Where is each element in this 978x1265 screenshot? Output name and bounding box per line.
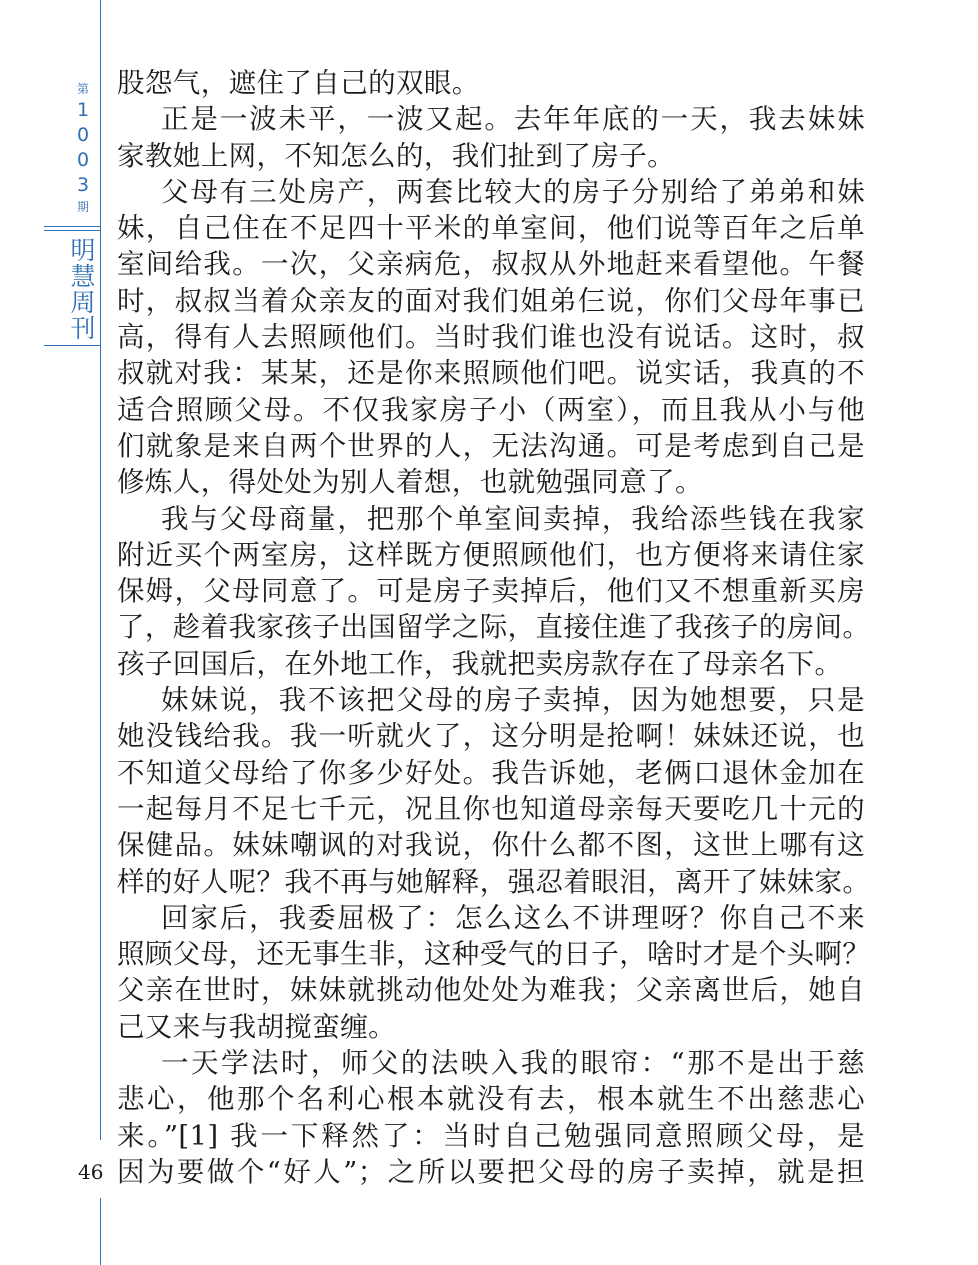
text-line: 们就象是来自两个世界的人，无法沟通。可是考虑到自己是: [117, 429, 865, 462]
text-line: 妹，自己住在不足四十平米的单室间，他们说等百年之后单: [117, 212, 865, 245]
text-line: 保姆，父母同意了。可是房子卖掉后，他们又不想重新买房: [117, 575, 865, 608]
sidebar-divider-top: [44, 226, 100, 227]
magazine-title: [66, 238, 100, 342]
text-line: 高，得有人去照顾他们。当时我们谁也没有说话。这时，叔: [117, 321, 865, 354]
sidebar-vertical-rule-bottom: [100, 1198, 101, 1265]
issue-prefix: 第: [76, 82, 89, 96]
sidebar-divider-top-second: [44, 230, 100, 231]
text-line: 她没钱给我。我一听就火了，这分明是抢啊！妹妹还说，也: [117, 720, 865, 753]
text-line: 父母有三处房产，两套比较大的房子分别给了弟弟和妹: [161, 175, 865, 208]
text-line: 修炼人，得处处为别人着想，也就勉强同意了。: [117, 466, 703, 499]
text-line: 家教她上网，不知怎么的，我们扯到了房子。: [117, 139, 675, 172]
sidebar-divider-bottom: [44, 345, 100, 346]
text-line: 来。”[1] 我一下释然了：当时自己勉强同意照顾父母，是: [117, 1119, 865, 1152]
text-line: 样的好人呢？我不再与她解释，强忍着眼泪，离开了妹妹家。: [117, 865, 871, 898]
issue-label: [66, 80, 100, 216]
issue-digit: 1: [76, 99, 90, 121]
issue-digit: 0: [76, 149, 90, 171]
text-line: 一起每月不足七千元，况且你也知道母亲每天要吃几十元的: [117, 792, 865, 825]
text-line: 父亲在世时，妹妹就挑动他处处为难我；父亲离世后，她自: [117, 974, 865, 1007]
text-line: 股怨气，遮住了自己的双眼。: [117, 67, 480, 99]
text-line: 叔就对我：某某，还是你来照顾他们吧。说实话，我真的不: [117, 357, 865, 390]
text-line: 时，叔叔当着众亲友的面对我们姐弟仨说，你们父母年事已: [117, 284, 865, 317]
text-line: 室间给我。一次，父亲病危，叔叔从外地赶来看望他。午餐: [117, 248, 865, 281]
page-number: 46: [78, 1160, 104, 1184]
issue-digit: 3: [76, 174, 90, 196]
text-line: 我与父母商量，把那个单室间卖掉，我给添些钱在我家: [161, 502, 865, 535]
text-line: 了，趁着我家孩子出国留学之际，直接住進了我孩子的房间。: [117, 611, 871, 644]
magazine-title-char: 慧: [70, 262, 96, 291]
text-line: 不知道父母给了你多少好处。我告诉她，老俩口退休金加在: [117, 756, 865, 789]
text-line: 一天学法时，师父的法映入我的眼帘：“那不是出于慈: [161, 1047, 865, 1080]
text-line: 孩子回国后，在外地工作，我就把卖房款存在了母亲名下。: [117, 647, 843, 680]
issue-suffix: 期: [76, 200, 89, 214]
text-line: 保健品。妹妹嘲讽的对我说，你什么都不图，这世上哪有这: [117, 829, 865, 862]
magazine-title-char: 刊: [70, 314, 96, 343]
magazine-title-char: 明: [70, 236, 96, 265]
text-line: 照顾父母，还无事生非，这种受气的日子，啥时才是个头啊？: [117, 938, 871, 971]
sidebar-vertical-rule: [100, 0, 101, 1140]
issue-digit: 0: [76, 124, 90, 146]
text-line: 妹妹说，我不该把父母的房子卖掉，因为她想要，只是: [161, 684, 865, 717]
text-line: 附近买个两室房，这样既方便照顾他们，也方便将来请住家: [117, 538, 865, 571]
article-body: [117, 65, 871, 1190]
text-line: 己又来与我胡搅蛮缠。: [117, 1010, 396, 1043]
magazine-title-char: 周: [70, 288, 96, 317]
text-line: 适合照顾父母。不仅我家房子小（两室），而且我从小与他: [117, 393, 865, 426]
text-line: 回家后，我委屈极了：怎么这么不讲理呀？你自己不来: [161, 901, 865, 934]
text-line: 悲心，他那个名利心根本就没有去，根本就生不出慈悲心: [117, 1083, 865, 1116]
text-line: 正是一波未平，一波又起。去年年底的一天，我去妹妹: [161, 103, 865, 136]
text-line: 因为要做个“好人”；之所以要把父母的房子卖掉，就是担: [117, 1155, 865, 1188]
